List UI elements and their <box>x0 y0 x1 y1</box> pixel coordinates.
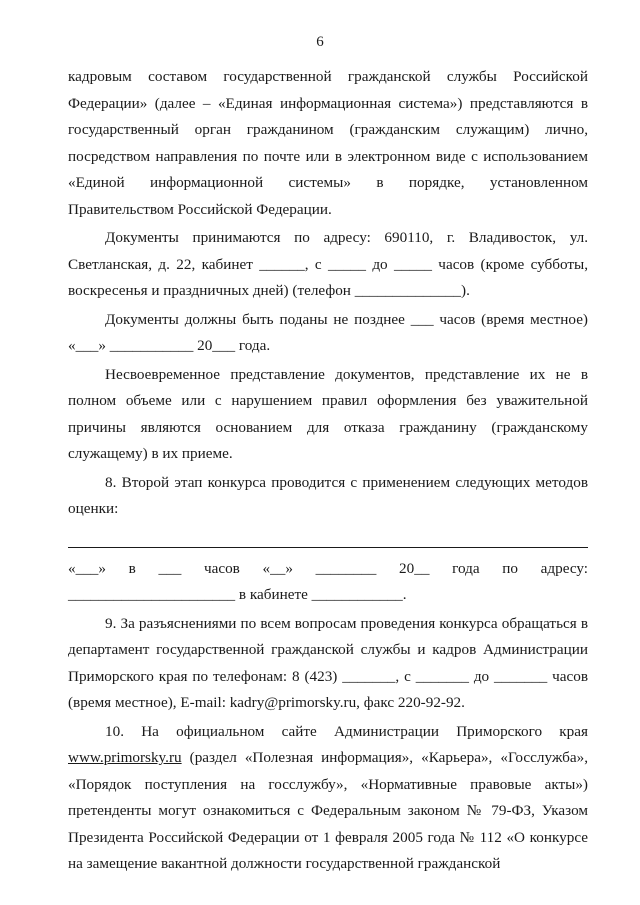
paragraph-second-stage: 8. Второй этап конкурса проводится с применением следующих методов оценки: <box>68 473 588 517</box>
paragraph-late-submission: Несвоевременное представление документов, представление их не в полном объеме или с нарушением правил оформления без уважительной причины являются основанием для отказа гражданину (гражданскому служащему) в их приеме. <box>68 365 588 462</box>
paragraph-intro-continuation: кадровым составом государственной гражданской службы Российской Федерации» (далее – «Единая информационная система») представляются в государственный орган гражданином (гражданским служащим) лично, посредством направления по почте или в электронном виде с использованием «Единой информационной системы» в порядке, установленном Правительством Российской Федерации. <box>68 68 588 218</box>
fill-in-line <box>68 529 588 548</box>
official-site-link[interactable]: www.primorsky.ru <box>68 749 182 766</box>
paragraph-contacts: 9. За разъяснениями по всем вопросам проведения конкурса обращаться в департамент государственной гражданской службы и кадров Администрации Приморского края по телефонам: 8 (423) _______, с _______ до _______ часов (время местное), E-mail: kadry@primorsky.ru, факс 220-92-92. <box>68 614 588 711</box>
paragraph-official-site <box>68 719 588 878</box>
paragraph-documents-address: Документы принимаются по адресу: 690110, г. Владивосток, ул. Светланская, д. 22, кабинет ______, с _____ до _____ часов (кроме субботы, воскресенья и праздничных дней) (телефон ______________). <box>68 229 588 299</box>
official-site-prefix: 10. На официальном сайте Администрации Приморского края <box>105 722 588 740</box>
official-site-suffix: (раздел «Полезная информация», «Карьера», «Госслужба», «Порядок поступления на госслужбу», «Нормативные правовые акты») претенденты могут ознакомиться с Федеральным законом № 79-ФЗ, Указом Президента Российской Федерации от 1 февраля 2005 года № 112 «О конкурсе на замещение вакантной должности государственной гражданской <box>68 749 588 872</box>
document-body <box>68 64 588 880</box>
paragraph-second-stage-schedule: «___» в ___ часов «__» ________ 20__ года по адресу: ______________________ в кабинете ____________. <box>68 559 588 603</box>
paragraph-documents-deadline: Документы должны быть поданы не позднее ___ часов (время местное) «___» ___________ 20___ года. <box>68 310 588 354</box>
page-number: 6 <box>316 34 324 50</box>
